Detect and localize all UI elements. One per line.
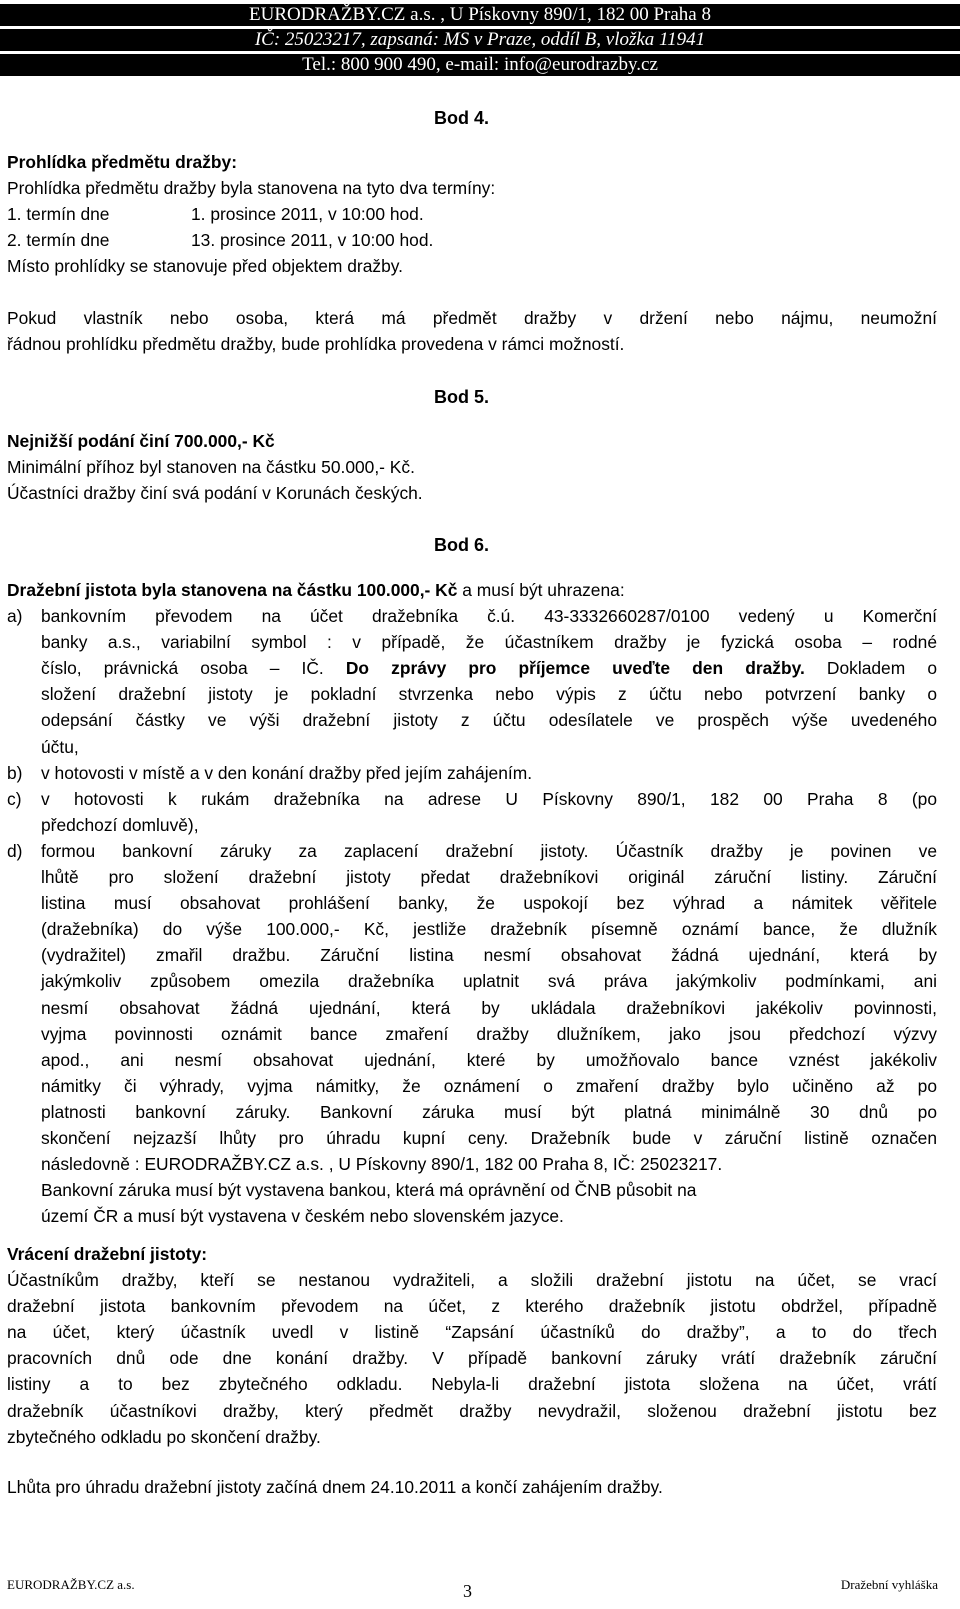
refund-line: na účet, který účastník uvedl v listině “Zapsání účastníků do dražby”, a to do třech [7,1322,937,1343]
option-a-line: účtu, [41,736,79,757]
option-d-line: námitky či výhrady, vyjma námitky, že oznámení o zmaření dražby bylo učiněno až po [41,1075,937,1096]
header-contact-line: Tel.: 800 900 490, e-mail: info@eurodrazby.cz [0,54,960,76]
option-a-text: číslo, právnická osoba – IČ. [41,658,346,679]
inspection-paragraph [7,305,937,357]
option-a-text: Dokladem o [804,658,937,679]
inspection-term-1 [7,201,937,227]
option-d-line: listina musí obsahovat prohlášení banky, že uspokojí bez výhrad a námitek věřitele [41,893,937,914]
refund-line: Účastníkům dražby, kteří se nestanou vydražiteli, a složili dražební jistotu na účet, se vrací [7,1270,937,1291]
footer-document-title: Dražební vyhláška [840,1577,938,1592]
section-heading-bod4: Bod 4. [434,108,490,128]
option-d-line: platnosti bankovní záruky. Bankovní záruka musí být platná minimálně 30 dnů po [41,1101,937,1122]
section-bod5 [7,428,937,506]
inspection-paragraph-line: Pokud vlastník nebo osoba, která má předmět dražby v držení nebo nájmu, neumožní [7,308,937,328]
option-d-line: následovně : EURODRAŽBY.CZ a.s. , U Pískovny 890/1, 182 00 Praha 8, IČ: 25023217. [41,1154,723,1175]
section-heading-bod6: Bod 6. [434,535,490,555]
inspection-paragraph-line: řádnou prohlídku předmětu dražby, bude prohlídka provedena v rámci možností. [7,334,625,355]
option-a-line: odepsání částky ve výši dražební jistoty z účtu odesílatele ve prospěch výše uvedeného [41,710,937,731]
minimum-increment: Minimální příhoz byl stanoven na částku 50.000,- Kč. [7,457,415,478]
option-d-line: (dražebníka) do výše 100.000,- Kč, jestliže dražebník písemně oznámí bance, že dlužník [41,919,937,940]
option-a-line [41,655,937,681]
term-1-label: 1. termín dne [7,204,110,225]
option-a-line: banky a.s., variabilní symbol : v případě, že účastníkem dražby je fyzická osoba – rodné [41,632,937,653]
inspection-place: Místo prohlídky se stanovuje před objektem dražby. [7,256,403,277]
payment-option-b [7,760,937,786]
deposit-deadline: Lhůta pro úhradu dražební jistoty začíná dnem 24.10.2011 a končí zahájením dražby. [7,1477,663,1497]
payment-reference-note: Do zprávy pro příjemce uveďte den dražby. [345,658,805,679]
header-company-line: EURODRAŽBY.CZ a.s. , U Pískovny 890/1, 182 00 Praha 8 [0,4,960,26]
option-c-line: předchozí domluvě), [41,814,199,835]
refund-line: zbytečného odkladu po skončení dražby. [7,1426,321,1447]
option-d-line: (vydražitel) zmařil dražbu. Záruční listina nesmí obsahovat žádná ujednání, která by [41,945,937,966]
payment-option-d [7,838,937,1229]
refund-line: pracovních dnů ode dne konání dražby. V případě bankovní záruky vrátí dražebník záruční [7,1348,937,1369]
refund-title: Vrácení dražební jistoty: [7,1244,208,1264]
page-number: 3 [463,1581,472,1601]
deposit-amount [7,577,937,603]
option-d-line: nesmí obsahovat žádná ujednání, která by ukládala dražebníkovi jakékoliv povinnosti, [41,997,937,1018]
section-bod6 [7,577,937,1229]
payment-option-c [7,786,937,838]
option-d-line: Bankovní záruka musí být vystavena bankou, která má oprávnění od ČNB působit na [41,1180,697,1201]
option-c-line: v hotovosti k rukám dražebníka na adrese U Pískovny 890/1, 182 00 Praha 8 (po [41,788,937,809]
term-1-value: 1. prosince 2011, v 10:00 hod. [191,204,424,225]
option-d-label: d) [7,840,23,861]
refund-line: dražební jistota bankovním převodem na účet, z kterého dražebník jistotu obdržel, případně [7,1296,937,1317]
option-d-line: jakýmkoliv způsobem omezila dražebníka uplatnit svá práva jakýmkoliv podmínkami, ani [41,971,937,992]
option-d-line: území ČR a musí být vystavena v českém nebo slovenském jazyce. [41,1206,564,1227]
refund-line: listiny a to bez zbytečného odkladu. Nebyla-li dražební jistota složena na účet, vrátí [7,1374,937,1395]
refund-line: dražebník účastníkovi dražby, který předmět dražby nevydražil, složenou dražební jistotu bez [7,1400,937,1421]
term-2-label: 2. termín dne [7,230,110,251]
deposit-amount-bold: Dražební jistota byla stanovena na částku 100.000,- Kč [7,580,458,600]
option-d-line: formou bankovní záruky za zaplacení dražební jistoty. Účastník dražby je povinen ve [41,840,937,861]
header-ic-label: IČ [254,29,274,50]
option-d-line: vyjma povinnosti oznámit bance zmaření dražby dlužníkem, jako jsou předchozí výzvy [41,1023,937,1044]
option-d-line: skončení nejzazší lhůty pro úhradu kupní ceny. Dražebník bude v záruční listině označen [41,1127,937,1148]
section-bod4 [7,149,937,279]
option-c-label: c) [7,788,22,809]
lowest-bid: Nejnižší podání činí 700.000,- Kč [7,431,275,451]
header-registration-line [0,29,960,51]
term-2-value: 13. prosince 2011, v 10:00 hod. [191,230,434,251]
option-b-line: v hotovosti v místě a v den konání dražby před jejím zahájením. [41,762,533,783]
section-heading-bod5: Bod 5. [434,387,490,407]
option-a-line: složení dražební jistoty je pokladní stvrzenka nebo výpis z účtu nebo potvrzení banky o [41,684,937,705]
header-registration-text: : 25023217, zapsaná: MS v Praze, oddíl B, vložka 11941 [273,29,706,50]
option-d-line: lhůtě pro složení dražební jistoty předat dražebníkovi originál záruční listiny. Záruční [41,867,937,888]
option-d-line: apod., ani nesmí obsahovat ujednání, které by umožňovalo bance vznést jakékoliv [41,1049,937,1070]
footer-company: EURODRAŽBY.CZ a.s. [7,1577,135,1592]
option-a-label: a) [7,606,23,627]
deposit-deadline-block [7,1474,937,1500]
payment-option-a [7,603,937,760]
inspection-intro: Prohlídka předmětu dražby byla stanovena na tyto dva termíny: [7,178,496,199]
section-deposit-refund [7,1241,937,1450]
deposit-amount-rest: a musí být uhrazena: [457,580,625,600]
inspection-title: Prohlídka předmětu dražby: [7,152,237,172]
bid-currency: Účastníci dražby činí svá podání v Korunách českých. [7,483,423,504]
option-b-label: b) [7,762,23,783]
inspection-term-2 [7,227,937,253]
option-a-line: bankovním převodem na účet dražebníka č.ú. 43-3332660287/0100 vedený u Komerční [41,606,937,627]
